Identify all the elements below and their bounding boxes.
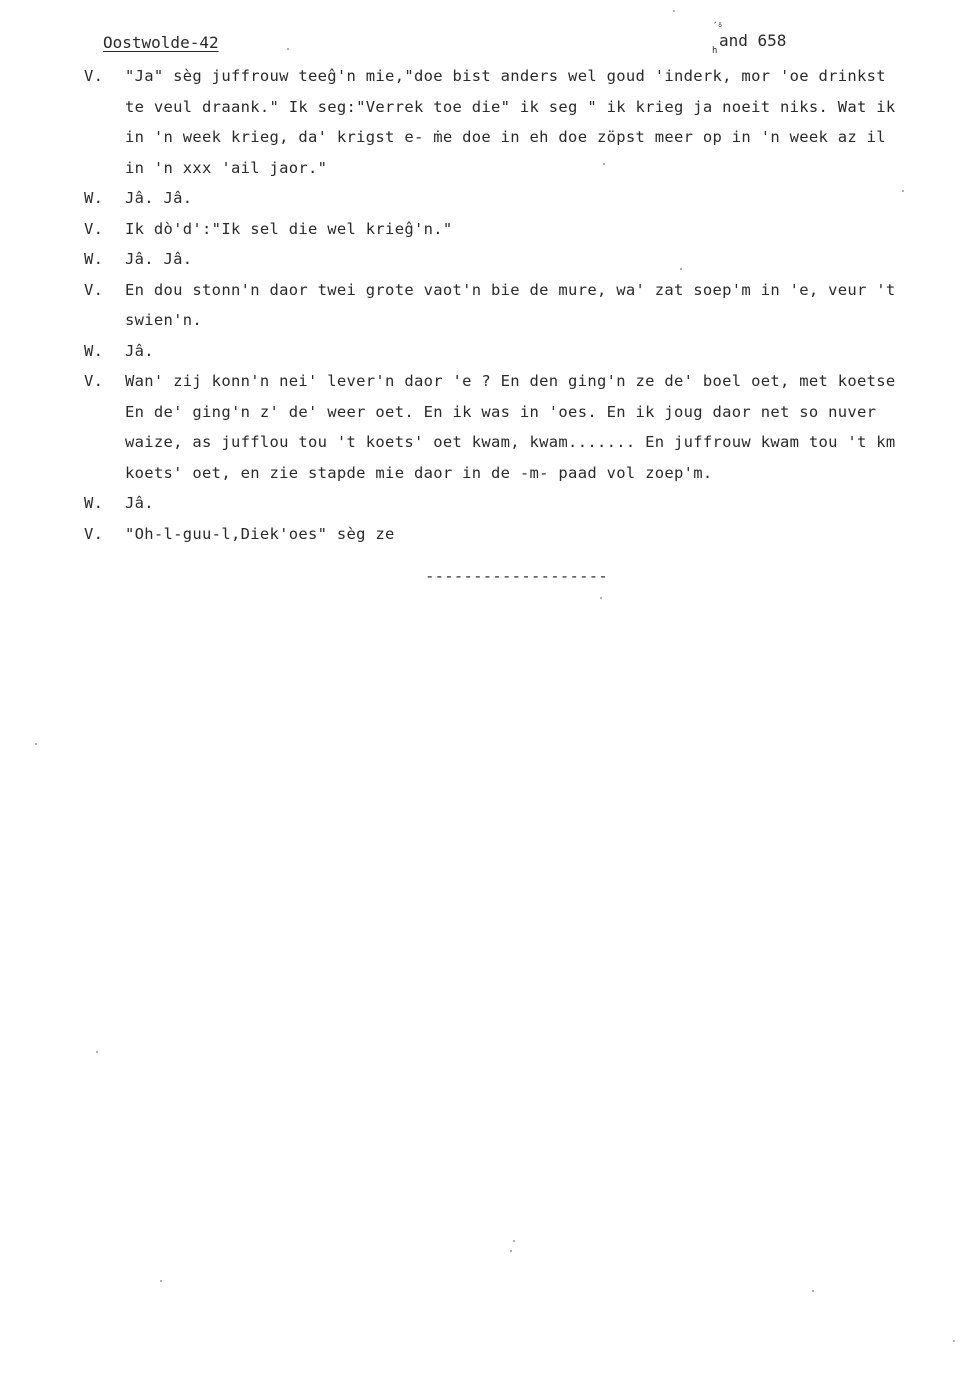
utterance-line: swien'n. — [125, 311, 203, 329]
end-divider: ------------------- — [425, 567, 609, 585]
speaker-label: V. — [84, 219, 104, 238]
utterance-line: Jâ. — [125, 341, 154, 360]
scan-speck — [160, 1280, 162, 1282]
scan-speck — [680, 268, 682, 270]
transcript-entry — [84, 336, 979, 367]
scan-speck — [287, 48, 289, 50]
utterance-line: Jâ. Jâ. — [125, 189, 193, 207]
utterance — [125, 183, 979, 214]
transcript — [84, 61, 979, 549]
handwritten-mark-top: ´ᵟ — [712, 22, 723, 32]
utterance-line: "Ja" sèg juffrouw teeĝ'n mie,"doe bist anders wel goud 'inderk, mor 'oe drinkst — [125, 67, 886, 85]
utterance — [125, 214, 979, 245]
transcript-entry — [84, 183, 979, 214]
speaker-label: W. — [84, 341, 104, 360]
transcript-entry — [84, 519, 979, 550]
scan-speck — [812, 1290, 814, 1292]
utterance — [125, 61, 979, 183]
utterance — [125, 519, 979, 550]
utterance-line: "Oh-l-guu-l,Diek'oes" sèg ze — [125, 524, 395, 543]
speaker-label: V. — [84, 524, 104, 543]
utterance — [125, 275, 979, 336]
utterance-line: En dou stonn'n daor twei grote vaot'n bie de mure, wa' zat soep'm in 'e, veur 't — [125, 280, 896, 299]
scan-speck — [35, 743, 37, 745]
utterance — [125, 244, 979, 275]
speaker-label: W. — [84, 250, 104, 268]
document-reference: Oostwolde-42 — [103, 33, 219, 52]
transcript-entry — [84, 488, 979, 519]
transcript-entry — [84, 244, 979, 275]
scan-speck — [603, 163, 605, 165]
utterance-line: in 'n week krieg, da' krigst e- ṁe doe in eh doe zöpst meer op in 'n week az il — [125, 128, 886, 146]
utterance — [125, 366, 979, 488]
utterance-line: te veul draank." Ik seg:"Verrek toe die" ik seg " ik krieg ja noeit niks. Wat ik — [125, 97, 896, 116]
utterance-line: Wan' zij konn'n nei' lever'n daor 'e ? En den ging'n ze de' boel oet, met koetse — [125, 372, 896, 390]
speaker-label: W. — [84, 494, 104, 512]
speaker-label: V. — [84, 280, 104, 299]
scan-speck — [673, 10, 675, 12]
speaker-label: V. — [84, 67, 104, 85]
scan-speck — [96, 1051, 98, 1053]
scan-speck — [510, 1250, 512, 1252]
scan-speck — [902, 190, 904, 192]
speaker-label: V. — [84, 372, 104, 390]
transcript-entry — [84, 61, 979, 183]
scan-speck — [953, 1340, 955, 1342]
handwritten-mark-bottom: h — [712, 46, 718, 56]
utterance-line: koets' oet, en zie stapde mie daor in de -m- paad vol zoep'm. — [125, 463, 713, 482]
utterance-line: Jâ. Jâ. — [125, 250, 193, 268]
scan-speck — [600, 597, 602, 599]
utterance-line: Ik dò'd':"Ik sel die wel krieĝ'n." — [125, 219, 453, 238]
transcript-entry — [84, 366, 979, 488]
tape-reference: and 658 — [719, 31, 787, 50]
utterance-line: waize, as jufflou tou 't koets' oet kwam, kwam....... En juffrouw kwam tou 't km — [125, 433, 896, 451]
speaker-label: W. — [84, 189, 104, 207]
transcript-entry — [84, 214, 979, 245]
utterance — [125, 336, 979, 367]
utterance — [125, 488, 979, 519]
utterance-line: in 'n xxx 'ail jaor." — [125, 158, 328, 177]
utterance-line: Jâ. — [125, 494, 154, 512]
utterance-line: En de' ging'n z' de' weer oet. En ik was in 'oes. En ik joug daor net so nuver — [125, 402, 877, 421]
transcript-entry — [84, 275, 979, 336]
scan-speck — [513, 1240, 515, 1242]
